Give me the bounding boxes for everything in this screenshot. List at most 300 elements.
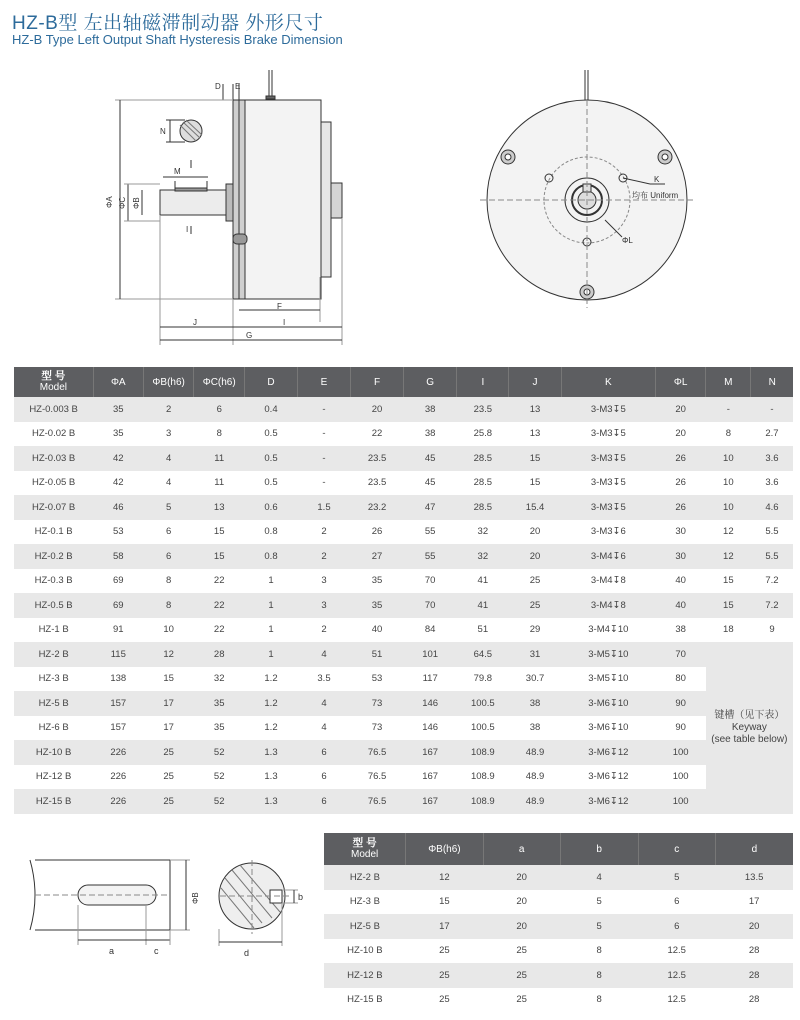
- table-cell: 15: [706, 569, 751, 594]
- header-col: M: [706, 367, 751, 397]
- table-cell: 52: [194, 740, 245, 765]
- table-cell: 20: [483, 890, 560, 915]
- table-cell: 10: [706, 471, 751, 496]
- model-cell: HZ-0.07 B: [14, 495, 93, 520]
- table-cell: 117: [404, 667, 457, 692]
- table-cell: 10: [706, 495, 751, 520]
- key-header-col: c: [638, 833, 715, 865]
- table-cell: 11: [194, 471, 245, 496]
- table-cell: 167: [404, 765, 457, 790]
- table-cell: 3-M4↧6: [561, 544, 655, 569]
- table-row: [14, 765, 793, 790]
- table-row: [14, 740, 793, 765]
- table-cell: 27: [351, 544, 404, 569]
- table-cell: -: [751, 397, 793, 422]
- header-model: [14, 367, 93, 397]
- table-cell: 28.5: [457, 471, 509, 496]
- table-cell: 3-M6↧10: [561, 691, 655, 716]
- table-cell: 25: [406, 939, 483, 964]
- table-cell: 0.8: [245, 520, 298, 545]
- key-header-col: b: [560, 833, 638, 865]
- table-cell: 6: [298, 740, 351, 765]
- table-cell: 1: [245, 569, 298, 594]
- table-cell: 22: [194, 593, 245, 618]
- keyway-note-cn: 键槽（见下表）: [714, 709, 785, 721]
- table-cell: 1.2: [245, 667, 298, 692]
- table-cell: -: [706, 397, 751, 422]
- table-row: [14, 642, 793, 667]
- table-cell: 32: [457, 520, 509, 545]
- model-cell: HZ-3 B: [324, 890, 406, 915]
- table-cell: 146: [404, 716, 457, 741]
- table-cell: 22: [351, 422, 404, 447]
- header-col: G: [404, 367, 457, 397]
- table-cell: 69: [93, 569, 143, 594]
- table-cell: 26: [351, 520, 404, 545]
- table-cell: 20: [656, 397, 706, 422]
- table-cell: 22: [194, 569, 245, 594]
- table-cell: 3: [298, 593, 351, 618]
- table-cell: 3: [143, 422, 194, 447]
- table-cell: 84: [404, 618, 457, 643]
- table-cell: 6: [143, 544, 194, 569]
- table-cell: 3-M3↧5: [561, 471, 655, 496]
- table-cell: 226: [93, 740, 143, 765]
- table-cell: 20: [656, 422, 706, 447]
- table-cell: 0.5: [245, 471, 298, 496]
- table-cell: 23.5: [457, 397, 509, 422]
- label-phiB: ΦB: [132, 197, 141, 209]
- table-cell: 1.2: [245, 716, 298, 741]
- table-cell: 1: [245, 593, 298, 618]
- table-cell: 25.8: [457, 422, 509, 447]
- table-cell: 3-M4↧8: [561, 593, 655, 618]
- table-cell: 3-M3↧5: [561, 422, 655, 447]
- key-header-model-cn: 型 号: [352, 837, 377, 849]
- table-cell: 157: [93, 691, 143, 716]
- table-cell: 35: [93, 422, 143, 447]
- table-cell: 22: [194, 618, 245, 643]
- table-cell: 38: [656, 618, 706, 643]
- table-cell: 23.2: [351, 495, 404, 520]
- table-cell: 5.5: [751, 544, 793, 569]
- table-cell: 52: [194, 789, 245, 814]
- table-cell: 28: [715, 988, 793, 1013]
- table-cell: 115: [93, 642, 143, 667]
- table-cell: 28: [715, 939, 793, 964]
- table-cell: 26: [656, 446, 706, 471]
- table-cell: 108.9: [457, 789, 509, 814]
- header-model-en: Model: [39, 382, 67, 393]
- label-M: M: [174, 167, 181, 176]
- table-cell: 12: [706, 544, 751, 569]
- table-cell: 2: [143, 397, 194, 422]
- table-cell: 3-M3↧5: [561, 446, 655, 471]
- table-cell: 2: [298, 520, 351, 545]
- table-cell: 90: [656, 691, 706, 716]
- label-phiB-key: ΦB: [191, 892, 200, 904]
- table-cell: 23.5: [351, 471, 404, 496]
- table-row: [14, 716, 793, 741]
- table-cell: 38: [404, 422, 457, 447]
- table-cell: 20: [509, 520, 561, 545]
- table-cell: 53: [93, 520, 143, 545]
- header-col: J: [509, 367, 561, 397]
- table-cell: 7.2: [751, 593, 793, 618]
- header-col: ΦA: [93, 367, 143, 397]
- table-cell: 2.7: [751, 422, 793, 447]
- table-cell: 1.3: [245, 765, 298, 790]
- table-cell: 3.6: [751, 471, 793, 496]
- table-cell: 3-M5↧10: [561, 667, 655, 692]
- table-cell: 1.3: [245, 740, 298, 765]
- table-cell: 0.5: [245, 422, 298, 447]
- table-cell: 2: [298, 618, 351, 643]
- table-cell: 157: [93, 716, 143, 741]
- table-cell: 13: [194, 495, 245, 520]
- table-cell: 25: [406, 963, 483, 988]
- model-cell: HZ-5 B: [14, 691, 93, 716]
- table-cell: 9: [751, 618, 793, 643]
- table-cell: 3-M3↧6: [561, 520, 655, 545]
- table-cell: 7.2: [751, 569, 793, 594]
- header-col: D: [245, 367, 298, 397]
- table-cell: 4: [143, 446, 194, 471]
- table-cell: 6: [298, 765, 351, 790]
- key-header-col: d: [715, 833, 793, 865]
- label-phiC: ΦC: [118, 196, 127, 209]
- table-cell: 29: [509, 618, 561, 643]
- table-cell: 28.5: [457, 446, 509, 471]
- dimension-table-body: [14, 397, 793, 814]
- table-row: [14, 569, 793, 594]
- table-cell: 3-M4↧8: [561, 569, 655, 594]
- table-row: [14, 667, 793, 692]
- table-cell: 76.5: [351, 765, 404, 790]
- label-phiA: ΦA: [105, 196, 114, 208]
- key-header-col: ΦB(h6): [406, 833, 483, 865]
- table-cell: 41: [457, 569, 509, 594]
- table-cell: 20: [483, 865, 560, 890]
- table-cell: 10: [706, 446, 751, 471]
- table-cell: 226: [93, 789, 143, 814]
- dimension-table: [14, 367, 793, 814]
- model-cell: HZ-12 B: [14, 765, 93, 790]
- model-cell: HZ-12 B: [324, 963, 406, 988]
- table-cell: 108.9: [457, 765, 509, 790]
- model-cell: HZ-2 B: [324, 865, 406, 890]
- label-I: I: [283, 318, 286, 327]
- table-cell: 15: [194, 544, 245, 569]
- table-cell: 35: [351, 569, 404, 594]
- table-cell: 3.6: [751, 446, 793, 471]
- table-cell: 26: [656, 471, 706, 496]
- table-cell: 12: [143, 642, 194, 667]
- label-a: a: [109, 946, 115, 956]
- table-cell: -: [298, 471, 351, 496]
- table-cell: 38: [404, 397, 457, 422]
- label-section-I: I: [186, 225, 189, 234]
- table-row: [14, 593, 793, 618]
- table-cell: 12: [706, 520, 751, 545]
- key-header-col: a: [483, 833, 560, 865]
- page-subtitle: HZ-B Type Left Output Shaft Hysteresis Brake Dimension: [12, 32, 343, 47]
- table-cell: 1.2: [245, 691, 298, 716]
- table-cell: 35: [93, 397, 143, 422]
- table-cell: 18: [706, 618, 751, 643]
- table-cell: 90: [656, 716, 706, 741]
- model-cell: HZ-0.02 B: [14, 422, 93, 447]
- table-row: [14, 691, 793, 716]
- table-cell: 52: [194, 765, 245, 790]
- table-cell: 53: [351, 667, 404, 692]
- table-cell: 35: [194, 691, 245, 716]
- table-cell: 25: [483, 939, 560, 964]
- table-cell: 70: [404, 569, 457, 594]
- header-col: I: [457, 367, 509, 397]
- table-cell: 3-M6↧12: [561, 740, 655, 765]
- table-cell: 3: [298, 569, 351, 594]
- table-cell: 3.5: [298, 667, 351, 692]
- table-cell: 55: [404, 520, 457, 545]
- table-cell: 42: [93, 471, 143, 496]
- table-cell: 167: [404, 789, 457, 814]
- table-row: [14, 544, 793, 569]
- table-cell: 42: [93, 446, 143, 471]
- table-cell: 13: [509, 397, 561, 422]
- dimension-table-header: [14, 367, 793, 397]
- table-cell: 20: [483, 914, 560, 939]
- page-title: HZ-B型 左出轴磁滞制动器 外形尺寸: [12, 13, 324, 34]
- table-cell: 45: [404, 446, 457, 471]
- table-cell: 35: [351, 593, 404, 618]
- table-cell: 15: [509, 471, 561, 496]
- table-cell: 6: [638, 914, 715, 939]
- header-col: F: [351, 367, 404, 397]
- model-cell: HZ-3 B: [14, 667, 93, 692]
- model-cell: HZ-0.3 B: [14, 569, 93, 594]
- table-cell: 167: [404, 740, 457, 765]
- header-model-cn: 型 号: [41, 370, 66, 382]
- table-cell: 40: [656, 569, 706, 594]
- table-cell: 4: [298, 642, 351, 667]
- table-cell: 35: [194, 716, 245, 741]
- table-cell: 3-M6↧12: [561, 789, 655, 814]
- table-cell: 3-M4↧10: [561, 618, 655, 643]
- table-cell: 1: [245, 618, 298, 643]
- table-cell: 226: [93, 765, 143, 790]
- table-cell: 38: [509, 716, 561, 741]
- model-cell: HZ-0.003 B: [14, 397, 93, 422]
- table-cell: 51: [457, 618, 509, 643]
- model-cell: HZ-0.5 B: [14, 593, 93, 618]
- table-row: [14, 446, 793, 471]
- table-cell: 46: [93, 495, 143, 520]
- label-G: G: [246, 331, 253, 340]
- table-cell: 17: [143, 691, 194, 716]
- table-cell: 15: [406, 890, 483, 915]
- table-row: [14, 397, 793, 422]
- model-cell: HZ-1 B: [14, 618, 93, 643]
- model-cell: HZ-0.05 B: [14, 471, 93, 496]
- table-cell: 17: [406, 914, 483, 939]
- table-cell: 100: [656, 740, 706, 765]
- table-cell: 8: [143, 569, 194, 594]
- table-cell: 38: [509, 691, 561, 716]
- table-cell: 15: [143, 667, 194, 692]
- table-cell: 8: [560, 963, 638, 988]
- key-header-model-en: Model: [350, 849, 379, 860]
- table-cell: 100: [656, 765, 706, 790]
- model-cell: HZ-0.1 B: [14, 520, 93, 545]
- table-cell: 12: [406, 865, 483, 890]
- table-cell: 12.5: [638, 939, 715, 964]
- table-cell: 28.5: [457, 495, 509, 520]
- table-cell: 5: [638, 865, 715, 890]
- table-cell: 4: [143, 471, 194, 496]
- table-cell: 4: [298, 716, 351, 741]
- table-cell: 101: [404, 642, 457, 667]
- table-cell: 0.5: [245, 446, 298, 471]
- label-K: K: [654, 175, 660, 184]
- table-cell: 64.5: [457, 642, 509, 667]
- table-row: [324, 963, 793, 988]
- label-J: J: [193, 318, 197, 327]
- table-cell: 28: [715, 963, 793, 988]
- table-cell: -: [298, 397, 351, 422]
- table-cell: 11: [194, 446, 245, 471]
- table-cell: 6: [194, 397, 245, 422]
- table-cell: 1: [245, 642, 298, 667]
- table-cell: 15.4: [509, 495, 561, 520]
- table-cell: 25: [483, 963, 560, 988]
- table-cell: 10: [143, 618, 194, 643]
- table-cell: 73: [351, 691, 404, 716]
- table-cell: 73: [351, 716, 404, 741]
- table-cell: 20: [509, 544, 561, 569]
- header-col: N: [751, 367, 793, 397]
- table-cell: 26: [656, 495, 706, 520]
- table-cell: 80: [656, 667, 706, 692]
- table-cell: 30: [656, 520, 706, 545]
- table-cell: 6: [298, 789, 351, 814]
- table-row: [324, 890, 793, 915]
- front-view-drawing: [460, 60, 720, 320]
- model-cell: HZ-15 B: [14, 789, 93, 814]
- model-cell: HZ-6 B: [14, 716, 93, 741]
- label-c: c: [154, 946, 159, 956]
- label-E: E: [235, 82, 241, 91]
- table-cell: 25: [143, 789, 194, 814]
- table-cell: 5: [560, 914, 638, 939]
- table-row: [14, 471, 793, 496]
- table-cell: 45: [404, 471, 457, 496]
- table-cell: 100.5: [457, 691, 509, 716]
- table-cell: 20: [351, 397, 404, 422]
- table-cell: 13.5: [715, 865, 793, 890]
- table-cell: 100.5: [457, 716, 509, 741]
- table-cell: 20: [715, 914, 793, 939]
- model-cell: HZ-2 B: [14, 642, 93, 667]
- model-cell: HZ-10 B: [324, 939, 406, 964]
- table-cell: 138: [93, 667, 143, 692]
- header-col: ΦL: [656, 367, 706, 397]
- keyway-note-en1: Keyway: [731, 721, 767, 733]
- table-cell: 55: [404, 544, 457, 569]
- table-row: [324, 914, 793, 939]
- table-cell: 25: [143, 740, 194, 765]
- table-cell: 32: [457, 544, 509, 569]
- table-cell: 100: [656, 789, 706, 814]
- keyway-drawing: [0, 830, 320, 960]
- table-cell: 3-M6↧12: [561, 765, 655, 790]
- table-cell: 40: [656, 593, 706, 618]
- table-cell: 79.8: [457, 667, 509, 692]
- keyway-table: [324, 833, 793, 1012]
- header-col: E: [298, 367, 351, 397]
- table-cell: 8: [194, 422, 245, 447]
- table-cell: 108.9: [457, 740, 509, 765]
- table-row: [14, 422, 793, 447]
- table-cell: 6: [638, 890, 715, 915]
- table-cell: 25: [483, 988, 560, 1013]
- table-cell: 32: [194, 667, 245, 692]
- table-cell: 69: [93, 593, 143, 618]
- label-F: F: [277, 302, 282, 311]
- table-row: [14, 618, 793, 643]
- table-cell: 2: [298, 544, 351, 569]
- table-cell: -: [298, 446, 351, 471]
- table-cell: 48.9: [509, 740, 561, 765]
- table-cell: 17: [143, 716, 194, 741]
- model-cell: HZ-10 B: [14, 740, 93, 765]
- table-cell: 25: [143, 765, 194, 790]
- table-row: [14, 495, 793, 520]
- table-cell: 48.9: [509, 789, 561, 814]
- table-cell: 13: [509, 422, 561, 447]
- table-cell: 3-M3↧5: [561, 495, 655, 520]
- label-phiL: ΦL: [622, 236, 633, 245]
- table-cell: -: [298, 422, 351, 447]
- table-cell: 6: [143, 520, 194, 545]
- table-cell: 76.5: [351, 740, 404, 765]
- key-header-model: [324, 833, 406, 865]
- table-cell: 3-M6↧10: [561, 716, 655, 741]
- model-cell: HZ-15 B: [324, 988, 406, 1013]
- table-cell: 15: [706, 593, 751, 618]
- table-cell: 25: [406, 988, 483, 1013]
- table-cell: 8: [706, 422, 751, 447]
- table-cell: 4: [298, 691, 351, 716]
- table-cell: 28: [194, 642, 245, 667]
- table-cell: 25: [509, 593, 561, 618]
- table-cell: 0.8: [245, 544, 298, 569]
- keyway-table-body: [324, 865, 793, 1012]
- header-col: ΦB(h6): [143, 367, 194, 397]
- table-row: [324, 865, 793, 890]
- table-cell: 25: [509, 569, 561, 594]
- table-row: [324, 939, 793, 964]
- table-cell: 31: [509, 642, 561, 667]
- table-cell: 8: [560, 988, 638, 1013]
- model-cell: HZ-5 B: [324, 914, 406, 939]
- model-cell: HZ-0.03 B: [14, 446, 93, 471]
- header-col: K: [561, 367, 655, 397]
- table-cell: 8: [143, 593, 194, 618]
- side-view-drawing: [0, 0, 400, 350]
- table-cell: 5.5: [751, 520, 793, 545]
- model-cell: HZ-0.2 B: [14, 544, 93, 569]
